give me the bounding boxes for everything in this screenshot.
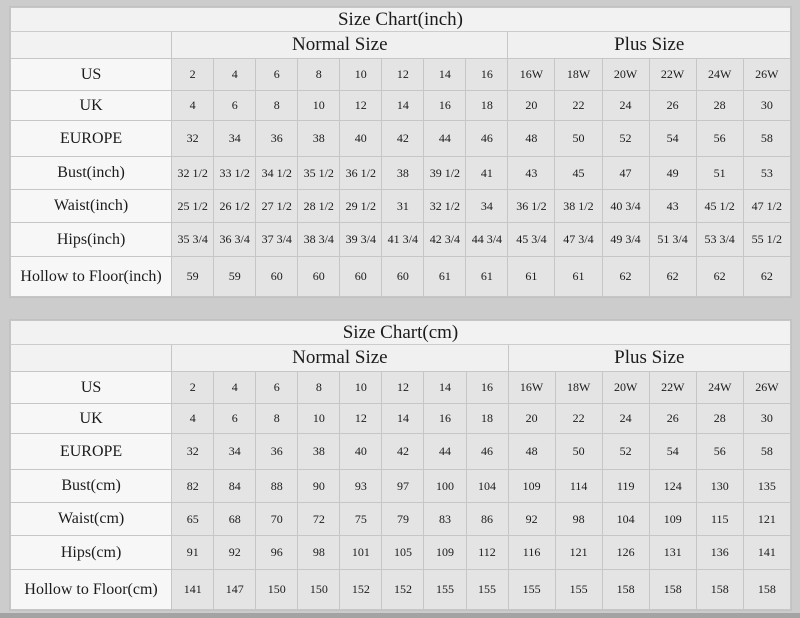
size-value-cell: 44 3/4 — [466, 223, 508, 257]
size-value-cell: 60 — [382, 257, 424, 297]
size-value-cell: 12 — [382, 59, 424, 91]
size-value-cell: 86 — [466, 503, 508, 536]
column-group-header: Normal Size — [172, 345, 508, 372]
row-label: Bust(inch) — [11, 157, 172, 190]
size-value-cell: 8 — [256, 404, 298, 434]
size-value-cell: 50 — [555, 121, 602, 157]
size-value-cell: 20 — [508, 404, 555, 434]
size-value-cell: 119 — [602, 470, 649, 503]
size-value-cell: 44 — [424, 121, 466, 157]
size-value-cell: 42 3/4 — [424, 223, 466, 257]
size-value-cell: 22 — [555, 91, 602, 121]
size-value-cell: 155 — [424, 570, 466, 610]
size-value-cell: 39 1/2 — [424, 157, 466, 190]
size-value-cell: 27 1/2 — [256, 190, 298, 223]
row-label: US — [11, 59, 172, 91]
size-value-cell: 60 — [256, 257, 298, 297]
size-value-cell: 121 — [743, 503, 790, 536]
row-label: Bust(cm) — [11, 470, 172, 503]
size-value-cell: 18 — [466, 91, 508, 121]
size-value-cell: 54 — [649, 121, 696, 157]
size-value-cell: 54 — [649, 434, 696, 470]
size-value-cell: 46 — [466, 434, 508, 470]
size-value-cell: 25 1/2 — [172, 190, 214, 223]
size-value-cell: 32 — [172, 434, 214, 470]
size-value-cell: 30 — [743, 91, 790, 121]
size-value-cell: 38 — [298, 434, 340, 470]
size-value-cell: 79 — [382, 503, 424, 536]
size-value-cell: 42 — [382, 121, 424, 157]
row-label: Waist(inch) — [11, 190, 172, 223]
size-value-cell: 10 — [340, 59, 382, 91]
size-value-cell: 28 1/2 — [298, 190, 340, 223]
chart-title: Size Chart(cm) — [11, 321, 791, 345]
size-value-cell: 121 — [555, 536, 602, 570]
size-value-cell: 51 — [696, 157, 743, 190]
size-value-cell: 104 — [466, 470, 508, 503]
size-value-cell: 52 — [602, 434, 649, 470]
size-value-cell: 158 — [696, 570, 743, 610]
size-value-cell: 16 — [424, 91, 466, 121]
size-value-cell: 114 — [555, 470, 602, 503]
size-value-cell: 155 — [555, 570, 602, 610]
size-value-cell: 41 3/4 — [382, 223, 424, 257]
table-row — [11, 470, 791, 503]
row-label: Hips(cm) — [11, 536, 172, 570]
size-value-cell: 51 3/4 — [649, 223, 696, 257]
size-value-cell: 55 1/2 — [743, 223, 790, 257]
size-value-cell: 92 — [214, 536, 256, 570]
size-value-cell: 47 — [602, 157, 649, 190]
size-value-cell: 59 — [172, 257, 214, 297]
chart-title: Size Chart(inch) — [11, 8, 791, 32]
row-label: UK — [11, 91, 172, 121]
size-value-cell: 56 — [696, 434, 743, 470]
size-value-cell: 14 — [382, 91, 424, 121]
row-label: Hips(inch) — [11, 223, 172, 257]
size-value-cell: 46 — [466, 121, 508, 157]
table-row — [11, 157, 791, 190]
size-value-cell: 34 — [466, 190, 508, 223]
size-value-cell: 16W — [508, 372, 555, 404]
table-row — [11, 404, 791, 434]
size-value-cell: 33 1/2 — [214, 157, 256, 190]
size-value-cell: 30 — [743, 404, 790, 434]
size-value-cell: 32 1/2 — [172, 157, 214, 190]
table-row — [11, 59, 791, 91]
size-value-cell: 65 — [172, 503, 214, 536]
size-value-cell: 84 — [214, 470, 256, 503]
size-value-cell: 97 — [382, 470, 424, 503]
size-value-cell: 50 — [555, 434, 602, 470]
size-value-cell: 36 1/2 — [508, 190, 555, 223]
size-value-cell: 36 3/4 — [214, 223, 256, 257]
size-value-cell: 158 — [743, 570, 790, 610]
size-value-cell: 45 1/2 — [696, 190, 743, 223]
table-row — [11, 223, 791, 257]
size-value-cell: 155 — [508, 570, 555, 610]
size-value-cell: 32 — [172, 121, 214, 157]
size-value-cell: 26W — [743, 59, 790, 91]
size-value-cell: 96 — [256, 536, 298, 570]
size-value-cell: 92 — [508, 503, 555, 536]
size-value-cell: 14 — [382, 404, 424, 434]
size-value-cell: 158 — [602, 570, 649, 610]
size-value-cell: 141 — [743, 536, 790, 570]
size-value-cell: 60 — [340, 257, 382, 297]
size-value-cell: 136 — [696, 536, 743, 570]
size-value-cell: 109 — [424, 536, 466, 570]
size-value-cell: 2 — [172, 59, 214, 91]
size-value-cell: 24 — [602, 404, 649, 434]
size-value-cell: 53 — [743, 157, 790, 190]
size-value-cell: 131 — [649, 536, 696, 570]
size-value-cell: 130 — [696, 470, 743, 503]
size-value-cell: 150 — [256, 570, 298, 610]
size-value-cell: 158 — [649, 570, 696, 610]
size-value-cell: 48 — [508, 121, 555, 157]
size-value-cell: 41 — [466, 157, 508, 190]
size-value-cell: 6 — [256, 372, 298, 404]
size-value-cell: 37 3/4 — [256, 223, 298, 257]
size-value-cell: 4 — [172, 404, 214, 434]
size-value-cell: 8 — [256, 91, 298, 121]
size-value-cell: 38 — [298, 121, 340, 157]
size-value-cell: 152 — [340, 570, 382, 610]
size-value-cell: 59 — [214, 257, 256, 297]
size-value-cell: 47 3/4 — [555, 223, 602, 257]
size-value-cell: 6 — [256, 59, 298, 91]
size-value-cell: 60 — [298, 257, 340, 297]
size-value-cell: 40 3/4 — [602, 190, 649, 223]
column-group-spacer — [11, 32, 172, 59]
size-value-cell: 22W — [649, 59, 696, 91]
size-value-cell: 10 — [298, 404, 340, 434]
size-value-cell: 48 — [508, 434, 555, 470]
size-value-cell: 45 3/4 — [508, 223, 555, 257]
size-value-cell: 18W — [555, 59, 602, 91]
size-value-cell: 47 1/2 — [743, 190, 790, 223]
size-value-cell: 62 — [649, 257, 696, 297]
size-value-cell: 62 — [743, 257, 790, 297]
size-value-cell: 8 — [298, 372, 340, 404]
size-value-cell: 39 3/4 — [340, 223, 382, 257]
size-value-cell: 68 — [214, 503, 256, 536]
size-value-cell: 126 — [602, 536, 649, 570]
row-label: EUROPE — [11, 434, 172, 470]
size-value-cell: 18W — [555, 372, 602, 404]
size-value-cell: 40 — [340, 121, 382, 157]
size-value-cell: 62 — [602, 257, 649, 297]
size-value-cell: 56 — [696, 121, 743, 157]
size-value-cell: 12 — [340, 91, 382, 121]
size-value-cell: 26 — [649, 404, 696, 434]
size-value-cell: 88 — [256, 470, 298, 503]
table-row — [11, 121, 791, 157]
size-value-cell: 45 — [555, 157, 602, 190]
column-group-spacer — [11, 345, 172, 372]
size-value-cell: 152 — [382, 570, 424, 610]
size-value-cell: 52 — [602, 121, 649, 157]
table-row — [11, 536, 791, 570]
size-value-cell: 42 — [382, 434, 424, 470]
size-value-cell: 4 — [214, 59, 256, 91]
table-row — [11, 257, 791, 297]
size-value-cell: 38 — [382, 157, 424, 190]
size-value-cell: 10 — [340, 372, 382, 404]
size-value-cell: 20W — [602, 59, 649, 91]
size-value-cell: 24 — [602, 91, 649, 121]
size-table — [10, 7, 791, 297]
table-row — [11, 372, 791, 404]
size-value-cell: 116 — [508, 536, 555, 570]
size-value-cell: 4 — [172, 91, 214, 121]
size-value-cell: 104 — [602, 503, 649, 536]
size-value-cell: 112 — [466, 536, 508, 570]
size-value-cell: 26 1/2 — [214, 190, 256, 223]
size-value-cell: 26W — [743, 372, 790, 404]
size-value-cell: 61 — [555, 257, 602, 297]
size-value-cell: 49 — [649, 157, 696, 190]
column-group-header: Normal Size — [172, 32, 508, 59]
size-chart-inch-table — [10, 7, 791, 297]
size-value-cell: 93 — [340, 470, 382, 503]
size-value-cell: 83 — [424, 503, 466, 536]
size-value-cell: 34 — [214, 121, 256, 157]
size-value-cell: 105 — [382, 536, 424, 570]
size-chart-cm-table — [10, 320, 791, 610]
table-row — [11, 570, 791, 610]
size-value-cell: 70 — [256, 503, 298, 536]
size-value-cell: 141 — [172, 570, 214, 610]
size-value-cell: 61 — [424, 257, 466, 297]
size-value-cell: 16 — [466, 372, 508, 404]
size-value-cell: 58 — [743, 121, 790, 157]
size-value-cell: 6 — [214, 91, 256, 121]
size-value-cell: 29 1/2 — [340, 190, 382, 223]
size-value-cell: 34 — [214, 434, 256, 470]
size-value-cell: 24W — [696, 59, 743, 91]
size-value-cell: 61 — [466, 257, 508, 297]
size-value-cell: 61 — [508, 257, 555, 297]
size-value-cell: 115 — [696, 503, 743, 536]
size-value-cell: 14 — [424, 59, 466, 91]
table-row — [11, 503, 791, 536]
size-value-cell: 91 — [172, 536, 214, 570]
size-value-cell: 53 3/4 — [696, 223, 743, 257]
size-value-cell: 90 — [298, 470, 340, 503]
size-value-cell: 98 — [298, 536, 340, 570]
size-value-cell: 49 3/4 — [602, 223, 649, 257]
size-value-cell: 12 — [382, 372, 424, 404]
size-value-cell: 147 — [214, 570, 256, 610]
size-value-cell: 14 — [424, 372, 466, 404]
size-value-cell: 44 — [424, 434, 466, 470]
size-value-cell: 22 — [555, 404, 602, 434]
size-value-cell: 22W — [649, 372, 696, 404]
size-value-cell: 20W — [602, 372, 649, 404]
size-value-cell: 135 — [743, 470, 790, 503]
size-value-cell: 28 — [696, 404, 743, 434]
bottom-divider — [0, 613, 800, 618]
size-value-cell: 109 — [508, 470, 555, 503]
size-value-cell: 16W — [508, 59, 555, 91]
size-value-cell: 36 — [256, 121, 298, 157]
size-value-cell: 155 — [466, 570, 508, 610]
column-group-header: Plus Size — [508, 32, 791, 59]
size-value-cell: 35 1/2 — [298, 157, 340, 190]
size-value-cell: 40 — [340, 434, 382, 470]
size-value-cell: 12 — [340, 404, 382, 434]
row-label: Hollow to Floor(cm) — [11, 570, 172, 610]
size-value-cell: 20 — [508, 91, 555, 121]
size-value-cell: 35 3/4 — [172, 223, 214, 257]
column-group-header: Plus Size — [508, 345, 790, 372]
size-value-cell: 28 — [696, 91, 743, 121]
size-value-cell: 2 — [172, 372, 214, 404]
size-value-cell: 16 — [466, 59, 508, 91]
size-value-cell: 36 — [256, 434, 298, 470]
size-value-cell: 31 — [382, 190, 424, 223]
size-value-cell: 124 — [649, 470, 696, 503]
size-value-cell: 98 — [555, 503, 602, 536]
size-value-cell: 75 — [340, 503, 382, 536]
size-value-cell: 62 — [696, 257, 743, 297]
size-value-cell: 6 — [214, 404, 256, 434]
size-value-cell: 150 — [298, 570, 340, 610]
size-value-cell: 82 — [172, 470, 214, 503]
size-value-cell: 4 — [214, 372, 256, 404]
size-value-cell: 36 1/2 — [340, 157, 382, 190]
size-value-cell: 101 — [340, 536, 382, 570]
row-label: UK — [11, 404, 172, 434]
size-value-cell: 18 — [466, 404, 508, 434]
table-row — [11, 434, 791, 470]
row-label: Hollow to Floor(inch) — [11, 257, 172, 297]
size-value-cell: 38 3/4 — [298, 223, 340, 257]
size-value-cell: 16 — [424, 404, 466, 434]
size-value-cell: 72 — [298, 503, 340, 536]
row-label: US — [11, 372, 172, 404]
table-row — [11, 91, 791, 121]
table-row — [11, 190, 791, 223]
size-value-cell: 24W — [696, 372, 743, 404]
size-table — [10, 320, 791, 610]
size-value-cell: 32 1/2 — [424, 190, 466, 223]
size-value-cell: 10 — [298, 91, 340, 121]
size-value-cell: 34 1/2 — [256, 157, 298, 190]
size-value-cell: 43 — [649, 190, 696, 223]
size-value-cell: 58 — [743, 434, 790, 470]
size-value-cell: 26 — [649, 91, 696, 121]
size-value-cell: 100 — [424, 470, 466, 503]
size-value-cell: 43 — [508, 157, 555, 190]
size-value-cell: 8 — [298, 59, 340, 91]
row-label: EUROPE — [11, 121, 172, 157]
size-value-cell: 38 1/2 — [555, 190, 602, 223]
row-label: Waist(cm) — [11, 503, 172, 536]
size-value-cell: 109 — [649, 503, 696, 536]
